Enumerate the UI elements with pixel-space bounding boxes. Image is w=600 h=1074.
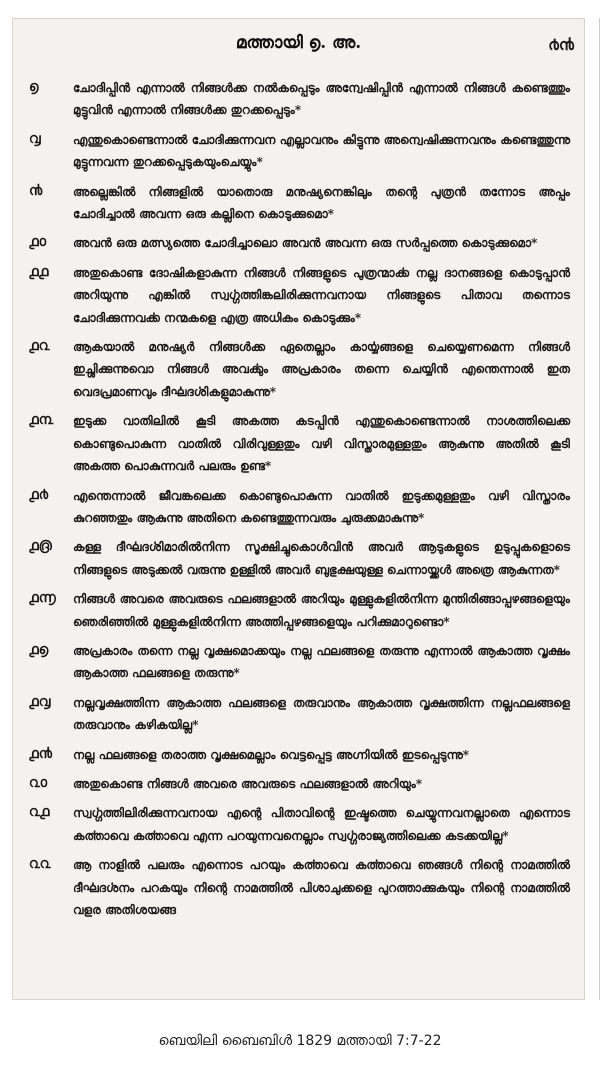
page-number: ൪൯	[548, 35, 574, 54]
verse-number: ൨൧	[29, 804, 50, 821]
verse-number: ൨൦	[29, 774, 47, 791]
verse-text: എന്തെന്നാൽ ജീവങ്കലെക്ക കൊണ്ടുപൊകുന്ന വാതിൽ ഇടുക്കമുള്ളതും വഴി വിസ്താരം കുറഞ്ഞതും ആകുന്നു അതിനെ കണ്ടെത്തുന്നവരും ചുരുക്കമാകുന്നു*	[73, 488, 570, 525]
verse-number: ൨൨	[29, 856, 51, 873]
verse-number: ൧൭	[29, 641, 49, 658]
verse-row	[21, 802, 578, 847]
image-caption: ബെയിലി ബൈബിൾ 1829 മത്തായി 7:7-22	[158, 1033, 442, 1049]
verse-number: ൭	[29, 79, 39, 95]
verse-row	[21, 232, 578, 254]
verse-row	[21, 262, 578, 329]
verse-row	[21, 744, 578, 766]
verse-text: അവൻ ഒരു മത്സ്യത്തെ ചോദിച്ചാലൊ അവൻ അവന്ന ഒരു സർപ്പത്തെ കൊടുക്കുമൊ*	[73, 236, 538, 251]
verse-row	[21, 77, 578, 122]
verse-row	[21, 854, 578, 921]
verse-text: നല്ലവൃക്ഷത്തിന്ന ആകാത്ത ഫലങ്ങളെ തരുവാനും ആകാത്ത വൃക്ഷത്തിന്ന നല്ലഫലങ്ങളെ തരുവാനും കഴികയില്ല*	[73, 695, 570, 733]
verse-number: ൧൧	[29, 263, 49, 280]
verse-list	[21, 77, 578, 928]
verse-number: ൧൨	[29, 338, 50, 355]
verse-number: ൧൩	[29, 412, 54, 429]
verse-text: ആകയാൽ മനുഷ്യർ നിങ്ങൾക്ക ഏതെല്ലാം കാൎയ്യങ്ങളെ ചെയ്യെണമെന്ന നിങ്ങൾ ഇച്ശിക്കുന്നുവൊ നിങ്ങൾ അവൎക്കും അപ്രകാരം തന്നെ ചെയ്യിൻ എന്തെന്നാൽ ഇത വെദപ്രമാണവും ദീൎഘദൎശികളുമാകുന്നു*	[73, 340, 570, 399]
verse-text: എന്തുകൊണ്ടെന്നാൽ ചോദിക്കുന്നവന എല്ലാവനും കിട്ടുന്നു അന്വെഷിക്കുന്നവനും കണ്ടെത്തുന്നു മുട്ടുന്നവന്ന തുറക്കപ്പെടുകയുംചെയ്യും*	[73, 132, 570, 170]
verse-row	[21, 410, 578, 477]
verse-text: കള്ള ദീൎഘദൎശിമാരിൽനിന്ന സൂക്ഷിച്ചുകൊൾവിൻ അവർ ആടുകളുടെ ഉടുപ്പുകളൊടെ നിങ്ങളുടെ അടുക്കൽ വരുന്നു ഉള്ളിൽ അവർ ബുഭുക്ഷയുള്ള ചെന്നായ്ക്കൾ അത്രെ ആകുന്നത*	[73, 540, 570, 577]
verse-number: ൧൦	[29, 234, 46, 251]
verse-row	[21, 536, 578, 581]
verse-row	[21, 692, 578, 737]
verse-text: നല്ല ഫലങ്ങളെ തരാത്ത വൃക്ഷമെല്ലാം വെട്ടപ്പെട്ട അഗ്നിയിൽ ഇടപ്പെടുന്നു*	[73, 747, 470, 762]
verse-row	[21, 336, 578, 403]
scanned-page	[12, 18, 585, 1000]
verse-number: ൧൪	[29, 486, 49, 503]
verse-number: ൧൮	[29, 693, 51, 710]
verse-text: അപ്രകാരം തന്നെ നല്ല വൃക്ഷമൊക്കയും നല്ല ഫലങ്ങളെ തരുന്നു എന്നാൽ ആകാത്ത വൃക്ഷം ആകാത്ത ഫലങ്ങളെ തരുന്നു*	[73, 643, 570, 681]
verse-number: ൮	[29, 130, 41, 147]
verse-text: അതുകൊണ്ട ദോഷികളാകുന്ന നിങ്ങൾ നിങ്ങളുടെ പുത്രന്മാൎക്ക നല്ല ദാനങ്ങളെ കൊടുപ്പാൻ അറിയുന്നു എങ്കിൽ സ്വൎഗ്ഗത്തിങ്കലിരിക്കുന്നവനായ നിങ്ങളുടെ പിതാവ തന്നൊട ചോദിക്കുന്നവൎക്ക നന്മകളെ എത്ര അധികം കൊടുക്കും*	[73, 265, 570, 325]
verse-row	[21, 181, 578, 226]
verse-row	[21, 640, 578, 685]
verse-text: അതുകൊണ്ട നിങ്ങൾ അവരെ അവരുടെ ഫലങ്ങളാൽ അറിയും*	[73, 776, 423, 791]
verse-text: അല്ലെങ്കിൽ നിങ്ങളിൽ യാതൊരു മനുഷ്യനെങ്കിലും തന്റെ പുത്രൻ തന്നോട അപ്പം ചോദിച്ചാൽ അവന്ന ഒരു കല്ലിനെ കൊടുക്കുമൊ*	[73, 184, 570, 222]
verse-text: നിങ്ങൾ അവരെ അവരുടെ ഫലങ്ങളാൽ അറിയും മുള്ളുകളിൽനിന്ന മുന്തിരിങ്ങാപ്പഴങ്ങളെയും ഞെരിഞ്ഞിൽ മുള്ളുകളിൽനിന്ന അത്തിപ്പഴങ്ങളെയും പറിക്കുമാറുണ്ടൊ*	[73, 592, 570, 629]
verse-row	[21, 485, 578, 530]
verse-number: ൧൬	[29, 590, 56, 607]
verse-row	[21, 129, 578, 174]
page-header-title: മത്തായി ൭. അ.	[235, 33, 362, 53]
verse-row	[21, 588, 578, 633]
verse-number: ൧൯	[29, 745, 52, 762]
verse-text: ചോദിപ്പിൻ എന്നാൽ നിങ്ങൾക്ക നൽകപ്പെടും അന്വേഷിപ്പിൻ എന്നാൽ നിങ്ങൾ കണ്ടെത്തും മുട്ടുവിൻ എന്നാൽ നിങ്ങൾക്ക തുറക്കപ്പെടും*	[73, 81, 570, 118]
verse-text: ഇടുക്ക വാതിലിൽ കൂടി അകത്ത കടപ്പിൻ എന്തുകൊണ്ടെന്നാൽ നാശത്തിലെക്ക കൊണ്ടുപൊകുന്ന വാതിൽ വിരിവുള്ളതും വഴി വിസ്താരമുള്ളതും ആകുന്നു അതിൽ കൂടി അകത്ത പൊകുന്നവർ പലരും ഉണ്ട*	[73, 414, 570, 474]
verse-number: ൯	[29, 182, 43, 199]
verse-number: ൧൫	[29, 538, 52, 555]
verse-text: ആ നാളിൽ പലരും എന്നൊട പറയും കൎത്താവെ കൎത്താവെ ഞങ്ങൾ നിന്റെ നാമത്തിൽ ദീൎഘദൎശനം പറകയും നിന്റെ നാമത്തിൽ പിശാചുക്കളെ പുറത്താക്കുകയും നിന്റെ നാമത്തിൽ വളര അതിശയങ്ങ	[73, 858, 570, 917]
verse-row	[21, 773, 578, 795]
verse-text: സ്വൎഗ്ഗത്തിലിരിക്കുന്നവനായ എന്റെ പിതാവിന്റെ ഇഷ്ടത്തെ ചെയ്യുന്നവനല്ലാതെ എന്നൊട കൎത്താവെ കൎത്താവെ എന്ന പറയുന്നവനെല്ലാം സ്വൎഗ്ഗരാജ്യത്തിലെക്ക കടക്കയില്ല*	[73, 806, 570, 843]
